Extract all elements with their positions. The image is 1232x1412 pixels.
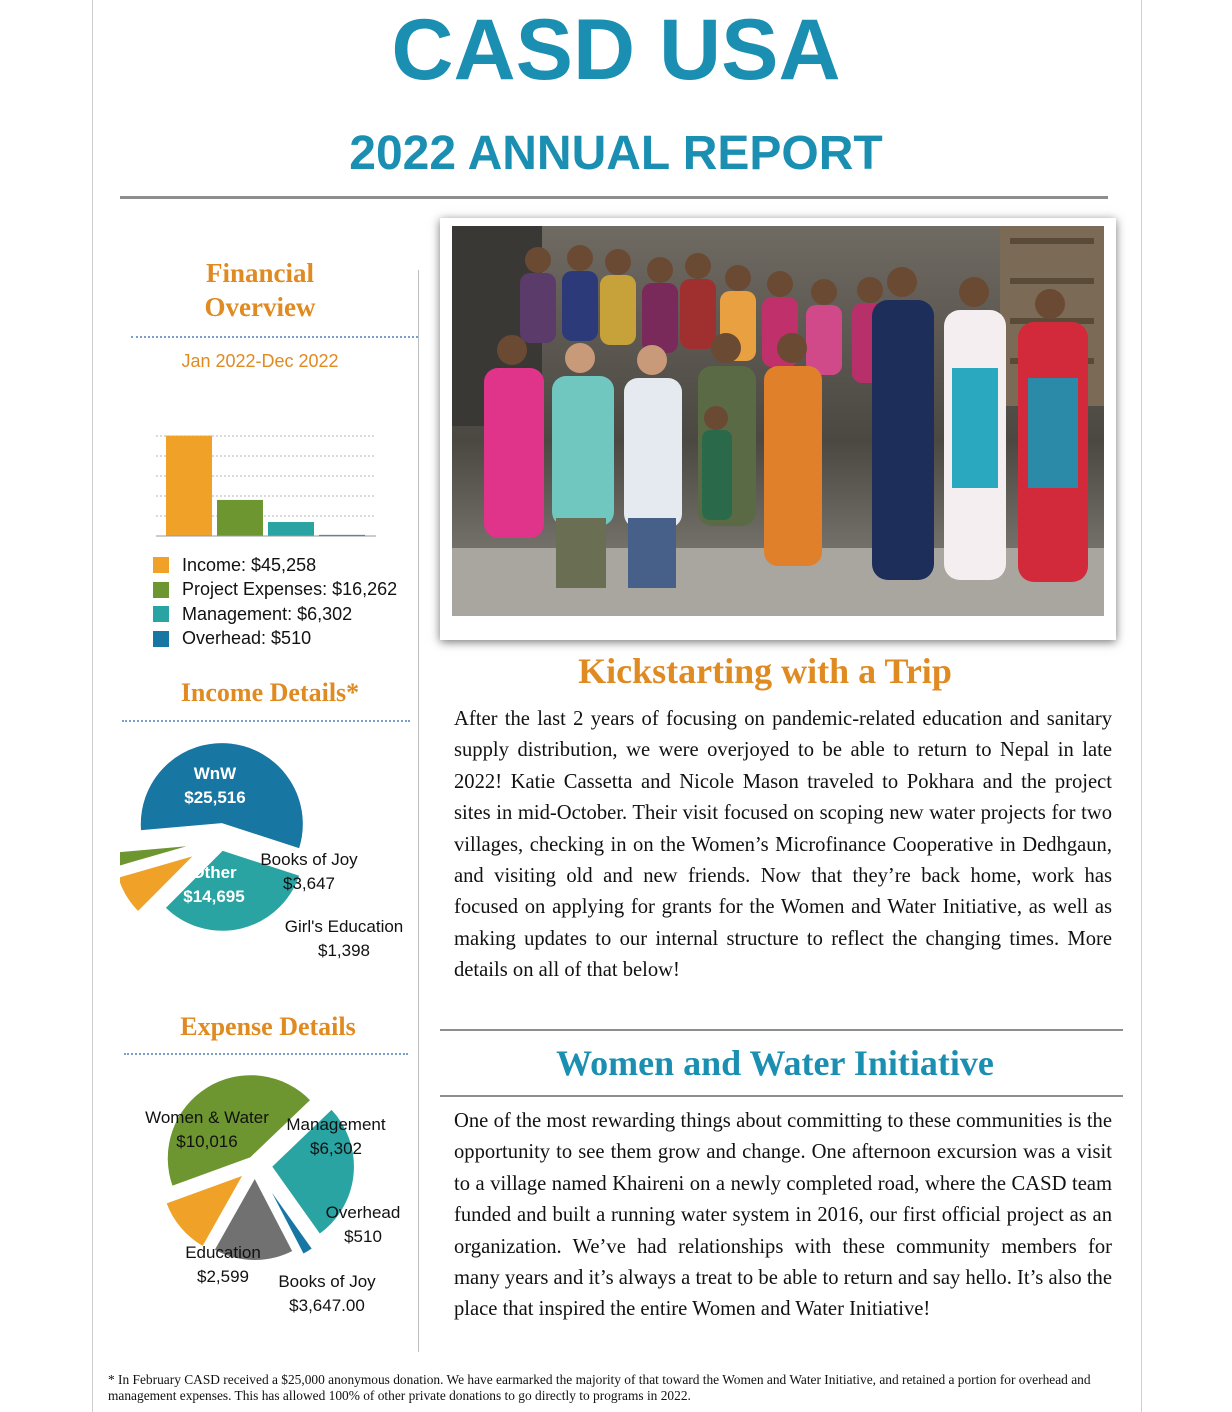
legend-swatch [153,631,169,647]
expense-divider [124,1053,408,1055]
income-other-name: Other [191,863,237,882]
legend-item [153,628,311,650]
bar-income [166,436,212,536]
group-photo [440,218,1116,640]
bar-management [268,522,314,536]
expense-mgmt-value: $6,302 [310,1139,362,1158]
financial-heading-line1: Financial [205,258,314,288]
column-divider [418,270,419,1352]
expense-education-label [176,1241,270,1289]
legend-swatch [153,582,169,598]
financial-divider [131,336,418,338]
income-details-heading: Income Details* [180,678,360,707]
page-title: CASD USA [391,2,841,98]
income-books-label [250,848,368,896]
wwi-heading: Women and Water Initiative [556,1043,994,1083]
expense-overhead-value: $510 [344,1227,382,1246]
legend-item [153,603,352,625]
income-girls-value: $1,398 [318,941,370,960]
group-photo-illustration [440,218,1116,640]
income-other-value: $14,695 [183,887,245,906]
expense-details-heading: Expense Details [180,1012,356,1041]
expense-books-value: $3,647.00 [289,1296,365,1315]
header-divider [120,196,1108,199]
legend-item [153,554,316,576]
income-girls-name: Girl's Education [284,917,404,936]
legend-label: Income: $45,258 [182,554,317,575]
expense-overhead-name: Overhead [325,1203,401,1222]
income-divider [122,720,410,722]
expense-mgmt-name: Management [286,1115,386,1134]
expense-overhead-label [316,1201,410,1249]
legend-label: Overhead: $510 [182,628,312,648]
financial-overview-heading [150,256,370,324]
expense-education-value: $2,599 [197,1267,249,1286]
income-girls-label [274,915,414,963]
legend-item [153,579,397,601]
section-divider-top [440,1029,1123,1031]
expense-books-name: Books of Joy [278,1272,376,1291]
income-books-name: Books of Joy [260,850,358,869]
wwi-body: One of the most rewarding things about committing to these communities is the opportunity to see them grow and change. One afternoon excursion was a visit to a village named Khaireni on a newly completed road, where the CASD team funded and built a running water system in 2016, our first official project as an organization. We’ve had relationships with these community members for many years and it’s always a treat to be able to return and say hello. It’s also the place that inspired the entire Women and Water Initiative! [454,1110,1112,1321]
expense-education-name: Education [185,1243,261,1262]
legend-swatch [153,557,169,573]
legend-label: Management: $6,302 [182,603,353,624]
financial-bar-chart [130,400,390,540]
financial-period: Jan 2022-Dec 2022 [181,351,339,371]
income-wnw-label [170,762,260,810]
legend-swatch [153,606,169,622]
report-subtitle: 2022 ANNUAL REPORT [349,127,883,180]
bar-project-expenses [217,500,263,536]
expense-mgmt-label [278,1113,394,1161]
income-other-label [168,861,260,909]
expense-women-label [134,1106,280,1154]
legend-label: Project Expenses: $16,262 [182,579,398,599]
footnote: * In February CASD received a $25,000 anonymous donation. We have earmarked the majority of that toward the Women and Water Initiative, and retained a portion for overhead and management expenses. This has allowed 100% of other private donations to go directly to programs in 2022. [108,1372,1091,1403]
expense-women-name: Women & Water [145,1108,269,1127]
income-wnw-value: $25,516 [184,788,246,807]
trip-body: After the last 2 years of focusing on pandemic-related education and sanitary supply distribution, we were overjoyed to be able to return to Nepal in late 2022! Katie Cassetta and Nicole Mason traveled to Pokhara and the project sites in mid-October. Their visit focused on scoping new water projects for two villages, checking in on the Women’s Microfinance Cooperative in Dedhgaun, and visiting old and new friends. Now that they’re back home, work has focused on applying for grants for the Women and Water Initiative, as well as making updates to our internal structure to reflect the changing times. More details on all of that below! [454,708,1112,982]
expense-books-label [268,1270,386,1318]
financial-heading-line2: Overview [204,292,316,322]
trip-heading: Kickstarting with a Trip [578,651,952,691]
income-books-value: $3,647 [283,874,335,893]
income-wnw-name: WnW [193,764,237,783]
expense-women-value: $10,016 [176,1132,238,1151]
section-divider-bottom [440,1095,1123,1097]
